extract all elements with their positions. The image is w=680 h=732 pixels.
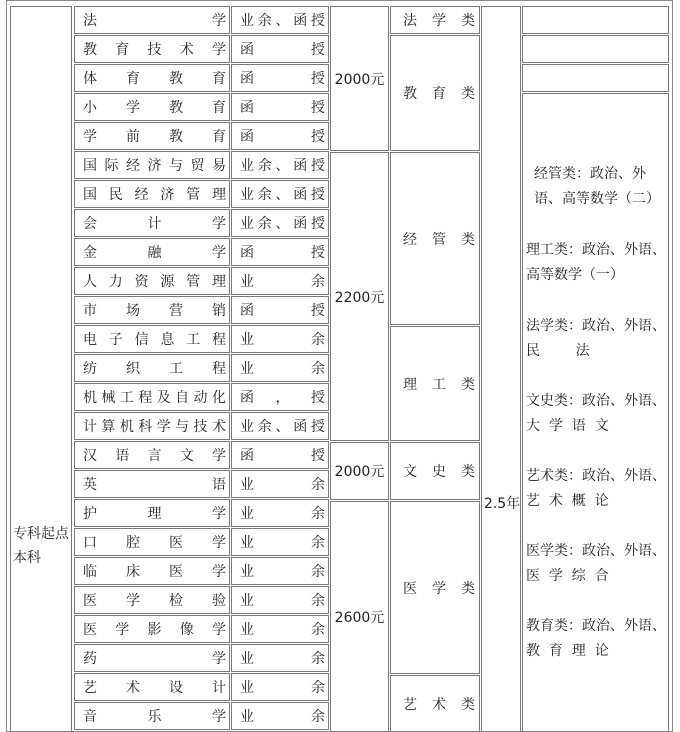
category-char: 学 <box>432 13 446 29</box>
major-name-cell <box>74 93 230 121</box>
major-name-cell <box>74 209 230 237</box>
major-name-cell <box>74 35 230 63</box>
study-mode: 业 余 、 函 授 <box>240 216 325 232</box>
study-mode: 业 余 <box>240 622 325 638</box>
major-name-cell <box>74 441 230 469</box>
exam-blank-cell <box>522 6 669 34</box>
fee-cell <box>330 501 389 732</box>
study-mode-cell <box>231 499 329 527</box>
category-char: 医 <box>403 580 417 597</box>
category-cell <box>390 152 480 325</box>
category-char: 艺 <box>403 696 417 713</box>
major-name-cell <box>74 180 230 208</box>
study-mode: 业 余 <box>240 506 325 522</box>
fee-cell <box>330 442 389 500</box>
category-char: 类 <box>461 464 475 480</box>
study-mode-cell <box>231 35 329 63</box>
category-char: 教 <box>403 86 417 102</box>
category-char: 术 <box>432 696 446 713</box>
study-mode: 函 ， 授 <box>240 390 325 406</box>
exam-subjects-cell <box>522 93 669 732</box>
exam-note: 法学类：政治、外语、 民 法 <box>526 318 666 359</box>
study-mode-cell <box>231 673 329 701</box>
major-name: 音 乐 学 <box>83 709 226 725</box>
study-mode: 业 余 <box>240 535 325 551</box>
study-mode-cell <box>231 383 329 411</box>
study-mode-cell <box>231 441 329 469</box>
major-name: 口 腔 医 学 <box>83 535 226 551</box>
study-mode: 业 余 <box>240 709 325 725</box>
category-char: 文 <box>403 464 417 480</box>
study-mode: 函 授 <box>240 448 325 464</box>
study-mode-cell <box>231 6 329 34</box>
exam-note: 文史类：政治、外语、 大 学 语 文 <box>526 393 666 434</box>
category-char: 育 <box>432 86 446 102</box>
study-mode-cell <box>231 122 329 150</box>
major-name-cell <box>74 238 230 266</box>
fee-cell <box>330 152 389 441</box>
category-char: 理 <box>403 376 417 393</box>
fee-value: 2600元 <box>334 609 385 626</box>
study-mode-cell <box>231 267 329 295</box>
study-mode-cell <box>231 557 329 585</box>
duration-value: 2.5年 <box>483 496 521 512</box>
category-char: 类 <box>461 376 475 393</box>
major-name-cell <box>74 615 230 643</box>
study-mode-cell <box>231 93 329 121</box>
study-mode-cell <box>231 702 329 730</box>
major-name-cell <box>74 383 230 411</box>
major-name: 医 学 检 验 <box>83 593 226 609</box>
major-name: 人 力 资 源 管 理 <box>83 274 226 290</box>
study-mode: 函 授 <box>240 303 325 319</box>
major-name: 英 语 <box>83 477 226 493</box>
major-name: 会 计 学 <box>83 216 226 232</box>
major-name: 小 学 教 育 <box>83 100 226 116</box>
category-char: 管 <box>432 231 446 248</box>
major-name: 护 理 学 <box>83 506 226 522</box>
major-name: 计 算 机 科 学 与 技 术 <box>83 419 226 435</box>
category-cell <box>390 675 480 732</box>
study-mode-cell <box>231 470 329 498</box>
exam-note: 艺术类：政治、外语、 艺 术 概 论 <box>526 468 666 509</box>
major-name-cell <box>74 354 230 382</box>
major-name-cell <box>74 151 230 179</box>
study-mode-cell <box>231 151 329 179</box>
major-name: 药 学 <box>83 651 226 667</box>
study-mode-cell <box>231 412 329 440</box>
study-mode: 业 余 <box>240 651 325 667</box>
study-mode-cell <box>231 180 329 208</box>
major-name: 市 场 营 销 <box>83 303 226 319</box>
exam-blank-cell <box>522 35 669 63</box>
major-name-cell <box>74 122 230 150</box>
major-name: 汉 语 言 文 学 <box>83 448 226 464</box>
exam-note: 教育类：政治、外语、 教 育 理 论 <box>526 618 666 659</box>
study-mode: 业 余 <box>240 680 325 696</box>
major-name: 机 械 工 程 及 自 动 化 <box>83 390 226 406</box>
exam-note: 理工类：政治、外语、 高等数学（一） <box>526 242 666 283</box>
major-name: 国 民 经 济 管 理 <box>83 187 226 203</box>
study-mode-cell <box>231 64 329 92</box>
category-char: 史 <box>432 464 446 480</box>
category-char: 类 <box>461 580 475 597</box>
study-mode: 函 授 <box>240 129 325 145</box>
fee-value: 2200元 <box>334 289 385 306</box>
category-char: 类 <box>461 86 475 102</box>
fee-value: 2000元 <box>334 464 385 480</box>
study-mode-cell <box>231 354 329 382</box>
major-name-cell <box>74 267 230 295</box>
major-name: 体 育 教 育 <box>83 71 226 87</box>
major-name: 教 育 技 术 学 <box>83 42 226 58</box>
major-name: 法 学 <box>83 13 226 29</box>
category-char: 法 <box>403 13 417 29</box>
major-name: 国 际 经 济 与 贸 易 <box>83 158 226 174</box>
major-name-cell <box>74 586 230 614</box>
category-char: 类 <box>461 13 475 29</box>
category-char: 学 <box>432 580 446 597</box>
major-name-cell <box>74 296 230 324</box>
major-name-cell <box>74 499 230 527</box>
major-name-cell <box>74 325 230 353</box>
major-name: 金 融 学 <box>83 245 226 261</box>
category-cell <box>390 326 480 441</box>
category-char: 工 <box>432 376 446 393</box>
major-name: 临 床 医 学 <box>83 564 226 580</box>
category-cell <box>390 6 480 34</box>
study-mode-cell <box>231 209 329 237</box>
study-mode: 业 余 <box>240 274 325 290</box>
major-name: 艺 术 设 计 <box>83 680 226 696</box>
study-mode: 业 余 <box>240 332 325 348</box>
major-name: 电 子 信 息 工 程 <box>83 332 226 348</box>
study-mode: 业 余 、 函 授 <box>240 158 325 174</box>
level-cell <box>10 6 72 732</box>
study-mode-cell <box>231 586 329 614</box>
category-cell <box>390 35 480 151</box>
study-mode: 函 授 <box>240 245 325 261</box>
study-mode-cell <box>231 238 329 266</box>
study-mode: 函 授 <box>240 71 325 87</box>
major-name-cell <box>74 702 230 730</box>
category-cell <box>390 501 480 674</box>
study-mode-cell <box>231 325 329 353</box>
study-mode: 业 余 <box>240 361 325 377</box>
exam-note: 经管类：政治、外 语、高等数学（二） <box>534 166 660 207</box>
category-char: 类 <box>461 696 475 713</box>
study-mode: 业 余 、 函 授 <box>240 419 325 435</box>
level-label: 专科起点本科 <box>13 526 69 566</box>
duration-cell <box>481 6 521 732</box>
major-name: 医 学 影 像 学 <box>83 622 226 638</box>
study-mode-cell <box>231 615 329 643</box>
study-mode-cell <box>231 644 329 672</box>
study-mode: 业 余 、 函 授 <box>240 187 325 203</box>
major-name-cell <box>74 528 230 556</box>
major-name-cell <box>74 412 230 440</box>
category-cell <box>390 442 480 500</box>
fee-value: 2000元 <box>334 71 385 88</box>
major-name-cell <box>74 6 230 34</box>
study-mode: 业 余 <box>240 477 325 493</box>
study-mode: 业 余 <box>240 564 325 580</box>
fee-cell <box>330 6 389 151</box>
major-name-cell <box>74 557 230 585</box>
study-mode: 函 授 <box>240 100 325 116</box>
major-name-cell <box>74 64 230 92</box>
major-name-cell <box>74 644 230 672</box>
exam-blank-cell <box>522 64 669 92</box>
category-char: 经 <box>403 231 417 248</box>
study-mode-cell <box>231 296 329 324</box>
exam-note: 医学类：政治、外语、 医 学 综 合 <box>526 543 666 584</box>
study-mode-cell <box>231 528 329 556</box>
major-name-cell <box>74 470 230 498</box>
study-mode: 业 余 、 函 授 <box>240 13 325 29</box>
study-mode: 函 授 <box>240 42 325 58</box>
study-mode: 业 余 <box>240 593 325 609</box>
major-name: 纺 织 工 程 <box>83 361 226 377</box>
category-char: 类 <box>461 231 475 248</box>
major-name-cell <box>74 673 230 701</box>
major-name: 学 前 教 育 <box>83 129 226 145</box>
